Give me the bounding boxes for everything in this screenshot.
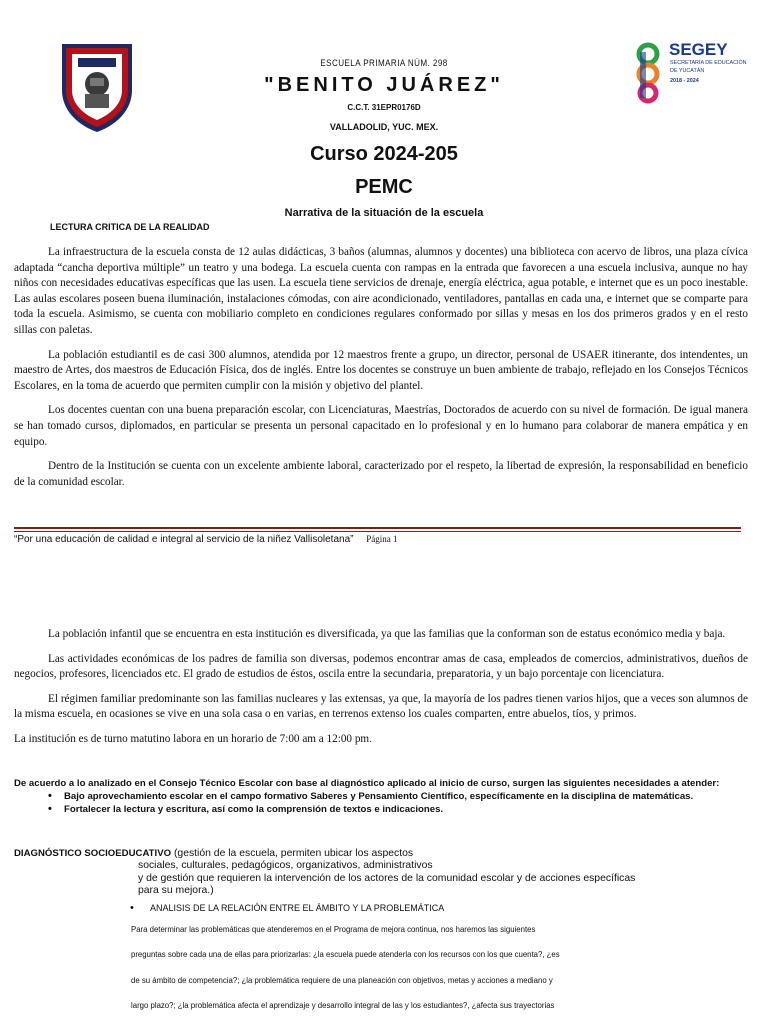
needs-block	[14, 777, 748, 816]
school-line: ESCUELA PRIMARIA NÚM. 298	[320, 58, 448, 69]
segey-years: 2018 - 2024	[670, 78, 699, 84]
paragraph: La población estudiantil es de casi 300 alumnos, atendida por 12 maestros frente a grupo, un director, personal de USAER itinerante, dos intendentes, un maestro de Artes, dos maestros de Educación Física, dos de inglés. Entre los docentes se construye un buen ambiente de trabajo, reflejado en los Consejos Técnicos Escolares, en la toma de acuerdo que permiten cumplir con la misión y objetivo del plantel.	[14, 348, 748, 392]
footer-motto: “Por una educación de calidad e integral al servicio de la niñez Vallisoletana”	[14, 534, 354, 545]
segey-name: SEGEY	[669, 40, 728, 59]
analysis-heading-text: ANALISIS DE LA RELACIÓN ENTRE EL ÁMBITO Y LA PROBLEMÁTICA	[150, 903, 445, 913]
pemc-title: PEMC	[355, 176, 413, 198]
section-label: LECTURA CRITICA DE LA REALIDAD	[50, 222, 210, 232]
paragraph: Las actividades económicas de los padres de familia son diversas, podemos encontrar amas de casa, empleados de comercios, administrativos, dueños de negocios, profesores, licenciados etc. El grado de estudios de éstos, oscila entre la secundaria, preparatoria, y un bajo porcentaje con licenciatura.	[14, 652, 748, 681]
footer-rule	[14, 527, 741, 529]
segey-subtitle-2: DE YUCATÁN	[670, 68, 705, 74]
page-number: Página 1	[366, 534, 398, 544]
list-item: • Bajo aprovechamiento escolar en el campo formativo Saberes y Pensamiento Científico, específicamente en la disciplina de matemáticas.	[48, 790, 748, 803]
diagnostic-text: para su mejora.)	[138, 885, 214, 897]
analysis-heading	[132, 903, 444, 913]
diagnostic-text: (gestión de la escuela, permiten ubicar los aspectos	[171, 848, 414, 859]
page1-body	[14, 245, 748, 499]
diagnostic-title: DIAGNÓSTICO SOCIOEDUCATIVO	[14, 848, 172, 859]
diagnostic-block	[14, 848, 744, 898]
small-text-line: preguntas sobre cada una de ellas para priorizarlas: ¿la escuela puede atenderla con los recursos con los que cuenta?, ¿es	[131, 950, 560, 959]
needs-intro: De acuerdo a lo analizado en el Consejo Técnico Escolar con base al diagnóstico aplicado al inicio de curso, surgen las siguientes necesidades a atender:	[14, 778, 720, 789]
paragraph: El régimen familiar predominante son las familias nucleares y las extensas, ya que, la mayoría de los padres tienen varios hijos, que a veces son alumnos de la misma escuela, en ocasiones se vive en una sola casa o en varias, en terrenos extenso los cuales comparten, entre abuelos, tíos, y primos.	[14, 692, 748, 721]
school-name: "BENITO JUÁREZ"	[264, 74, 504, 96]
narrative-title: Narrativa de la situación de la escuela	[284, 207, 484, 219]
schedule-text: La institución es de turno matutino labora en un horario de 7:00 am a 12:00 pm.	[14, 732, 372, 745]
page2-body	[14, 627, 748, 757]
city: VALLADOLID, YUC. MEX.	[329, 122, 439, 132]
course-title: Curso 2024-205	[310, 143, 458, 165]
small-text-line: largo plazo?; ¿la problemática afecta el aprendizaje y desarrollo integral de las y los estudiantes?, ¿afecta sus trayectorias	[131, 1001, 555, 1010]
diagnostic-text: sociales, culturales, pedagógicos, organizativos, administrativos	[138, 860, 433, 872]
paragraph: La infraestructura de la escuela consta de 12 aulas didácticas, 3 baños (alumnas, alumnos y docentes) una biblioteca con acervo de libros, una plaza cívica adaptada “cancha deportiva múltiple” un teatro y una bodega. La escuela cuenta con rampas en la entrada que favorecen a una escuela inclusiva, aunque no hay niños con necesidades educativas específicas que las usen. La escuela tiene servicios de drenaje, energía eléctrica, agua potable, e internet que es un poco inestable. Las aulas escolares poseen buena iluminación, instalaciones cómodas, con aire acondicionado, ventiladores, pantallas en cada una, e internet que se comparte para toda la escuela. Asimismo, se cuenta con mobiliario completo en condiciones regulares conformado por sillas y mesas en los dos primeros grados y en el resto sillas con paletas.	[14, 246, 748, 336]
small-text-line: Para determinar las problemáticas que atenderemos en el Programa de mejora continua, nos haremos las siguientes	[131, 925, 536, 934]
footer-rule	[14, 531, 741, 532]
page-footer	[14, 534, 398, 545]
paragraph: Dentro de la Institución se cuenta con un excelente ambiente laboral, caracterizado por el respeto, la libertad de expresión, la responsabilidad en beneficio de la comunidad escolar.	[14, 460, 748, 488]
cct-code: C.C.T. 31EPR0176D	[347, 103, 421, 112]
diagnostic-text: y de gestión que requieren la intervención de los actores de la comunidad escolar y de acciones específicas	[138, 872, 636, 884]
segey-subtitle-1: SECRETARÍA DE EDUCACIÓN	[670, 60, 747, 66]
paragraph: Los docentes cuentan con una buena preparación escolar, con Licenciaturas, Maestrías, Doctorados de acuerdo con su nivel de formación. De igual manera se han tomado cursos, diplomados, en particular se presenta un personal capacitado en lo profesional y en lo humano para colaborar de manera empática y en equipo.	[14, 404, 748, 448]
list-item: • Fortalecer la lectura y escritura, así como la comprensión de textos e indicaciones.	[48, 803, 748, 816]
small-text-line: de su ámbito de competencia?; ¿la problemática requiere de una planeación con objetivos, metas y acciones a mediano y	[131, 976, 553, 985]
needs-list	[14, 790, 748, 816]
paragraph: La población infantil que se encuentra en esta institución es diversificada, ya que las familias que la conforman son de estatus económico media y baja.	[48, 628, 726, 640]
